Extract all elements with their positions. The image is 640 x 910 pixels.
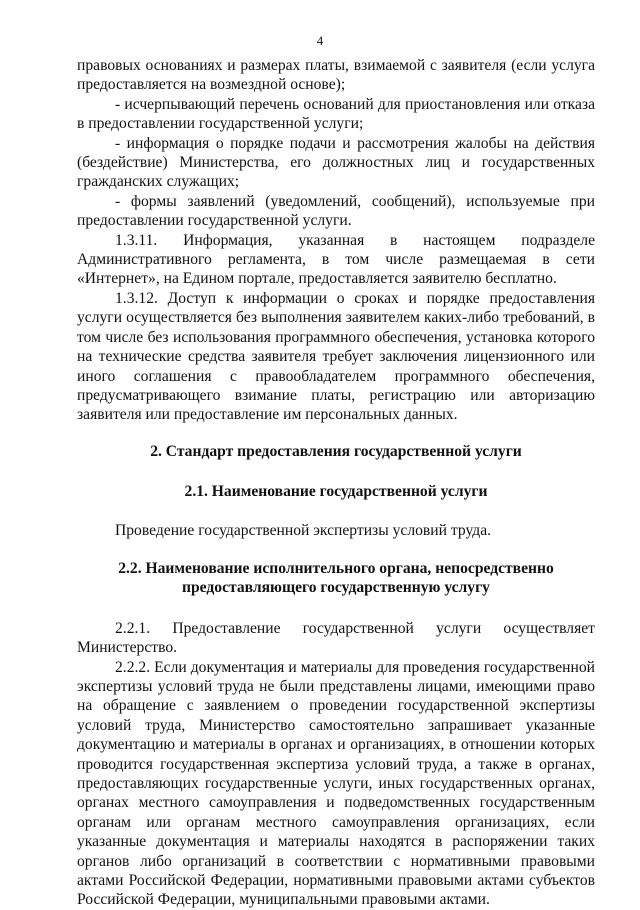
paragraph-1-3-11: 1.3.11. Информация, указанная в настоящем подразделе Административного регламента, в том числе размещаемая в сети «Интернет», на Едином портале, предоставляется заявителю бесплатно. — [77, 231, 595, 288]
list-item-complaints: - информация о порядке подачи и рассмотрения жалобы на действия (бездействие) Министерства, его должностных лиц и государственных гражданских служащих; — [77, 134, 595, 191]
paragraph-2-2-2: 2.2.2. Если документация и материалы для проведения государственной экспертизы условий труда не были представлены лицами, имеющими право на обращение с заявлением о проведении государственной экспертизы условий труда, Министерство самостоятельно запрашивает указанные документацию и материалы в органах и организациях, в отношении которых проводится государственная экспертиза условий труда, а также в органах, предоставляющих государственные услуги, иных государственных органах, органах местного самоуправления и подведомственных государственным органам или органам местного самоуправления организациях, если указанные документация и материалы находятся в распоряжении таких органов либо организаций в соответствии с нормативными правовыми актами Российской Федерации, нормативными правовыми актами субъектов Российской Федерации, муниципальными правовыми актами. — [77, 658, 595, 909]
paragraph-2-2-1: 2.2.1. Предоставление государственной услуги осуществляет Министерство. — [77, 619, 595, 657]
list-item-forms: - формы заявлений (уведомлений, сообщений), используемые при предоставлении государственной услуги. — [77, 192, 595, 230]
paragraph-continuation: правовых основаниях и размерах платы, взимаемой с заявителя (если услуга предоставляется на возмездной основе); — [77, 57, 595, 94]
subsection-heading-2-2: 2.2. Наименование исполнительного органа, непосредственно предоставляющего государственную услугу — [118, 559, 554, 597]
list-item-grounds: - исчерпывающий перечень оснований для приостановления или отказа в предоставлении государственной услуги; — [77, 95, 595, 133]
document-body — [77, 56, 595, 910]
section-heading: 2. Стандарт предоставления государственной услуги — [150, 442, 522, 460]
page-number: 4 — [316, 33, 324, 48]
paragraph-2-1: Проведение государственной экспертизы условий труда. — [115, 521, 492, 539]
subsection-heading-2-1: 2.1. Наименование государственной услуги — [184, 483, 488, 501]
paragraph-1-3-12: 1.3.12. Доступ к информации о сроках и порядке предоставления услуги осуществляется без выполнения заявителем каких-либо требований, в том числе без использования программного обеспечения, установка которого на технические средства заявителя требует заключения лицензионного или иного соглашения с правообладателем программного обеспечения, предусматривающего взимание платы, регистрацию или авторизацию заявителя или предоставление им персональных данных. — [77, 289, 595, 424]
